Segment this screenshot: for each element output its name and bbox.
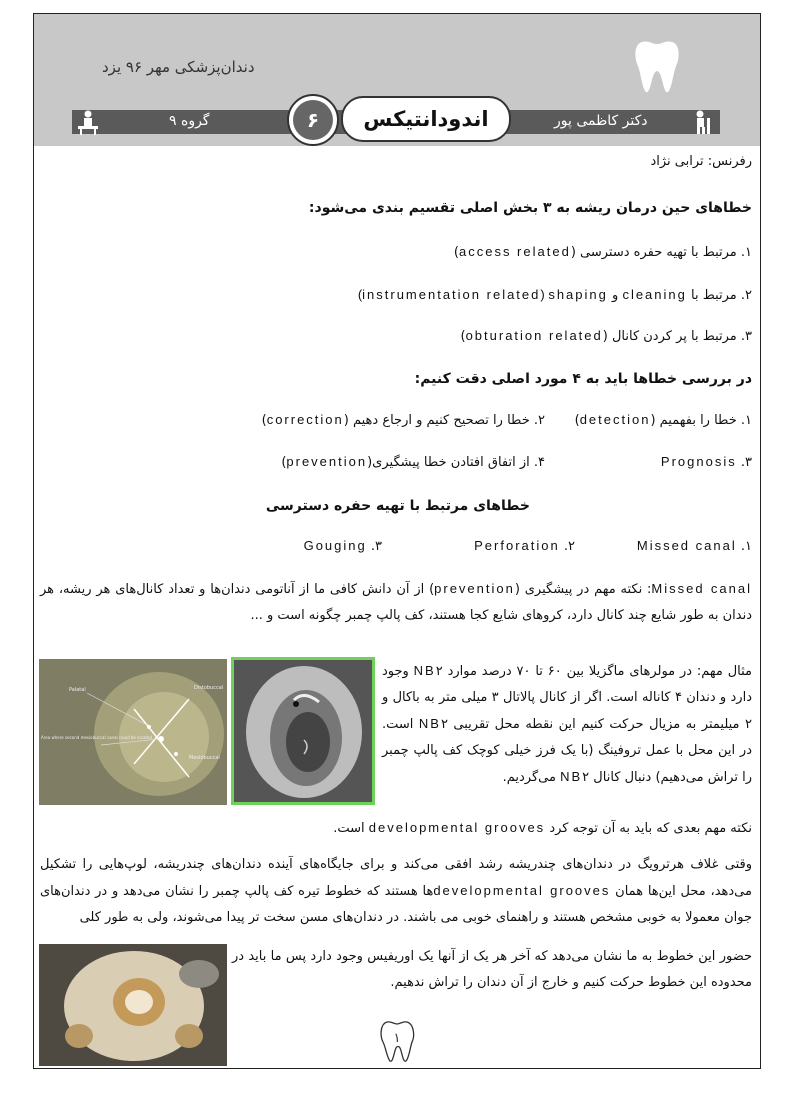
reference-line: رفرنس: ترابی نژاد: [650, 154, 752, 169]
list-item-prognosis: ۳. Prognosis: [660, 454, 752, 470]
tooth-logo-icon: [632, 36, 682, 96]
paragraph-orifice: حضور این خطوط به ما نشان می‌دهد که آخر هر یک از آنها یک اوریفیس وجود دارد پس ما باید در محدوده این خطوط حرکت کنیم و خارج از آن دندان را تراش ندهیم.: [232, 949, 752, 990]
paragraph-mb2-example: مثال مهم: در مولرهای ماگزیلا بین ۶۰ تا ۷۰ درصد موارد NB۲ وجود دارد و دندان ۴ کاناله است. اگر از کانال پالاتال ۳ میلی متر به باکال و ۲ میلیمتر به مزیال حرکت کنیم این نقطه محل تقریبی NB۲ است. در این محل با عمل تروفینگ (با یک فرز خیلی کوچک کف پالپ چمبر را تراش می‌دهیم) دنبال کانال NB۲ می‌گردیم.: [382, 663, 753, 785]
session-number-badge: [287, 94, 339, 146]
page-number: ۱: [393, 1031, 401, 1046]
error-missed-canal: ۱. Missed canal: [636, 538, 752, 554]
heading-four-points: در بررسی خطاها باید به ۴ مورد اصلی دقت کنیم:: [414, 371, 752, 387]
label-distobuccal: Distobuccal: [194, 685, 224, 691]
page-frame: [33, 13, 761, 1069]
list-item-instrumentation: ۲. مرتبط با cleaning و (instrumentation related) shaping: [357, 287, 752, 303]
subject-title-box: [341, 96, 511, 142]
heading-access-errors: خطاهای مرتبط با تهیه حفره دسترسی: [265, 498, 530, 514]
pulp-floor-photo: [39, 944, 227, 1066]
paragraph-hertwig: وقتی غلاف هرترویگ در دندان‌های چندریشه رشد افقی می‌کند و برای جایگاه‌های آینده دندان‌های چندریشه، لوپ‌هایی را تشکیل می‌دهد، محل این‌ها همان developmental groovesها هستند که خطوط تیره کف پالپ چمبر را نشان می‌دهد و در دندان‌های جوان معمولا به خوبی مشخص هستند و راهنمای خوبی می باشند. در دندان‌های مسن سخت تر پیدا می‌شوند، ولی به طور کلی: [40, 857, 752, 925]
label-mesiobuccal: Mesiobuccal: [189, 755, 220, 761]
tooth-radiograph-image: [231, 657, 375, 805]
list-item-access: ۱. مرتبط با تهیه حفره دسترسی (access related): [453, 244, 752, 260]
heading-errors-categories: خطاهای حین درمان ریشه به ۳ بخش اصلی تقسیم بندی می‌شود:: [308, 200, 752, 216]
student-icon: [74, 108, 102, 136]
group-label: گروه ۹: [169, 113, 210, 129]
list-item-correction: ۲. خطا را تصحیح کنیم و ارجاع دهیم (correction): [261, 412, 545, 428]
label-mb2-area: Area where second mesiobuccal canal could be located: [41, 735, 153, 740]
subject-title: اندودانتیکس: [363, 107, 489, 131]
paragraph-missed-canal: Missed canal: نکته مهم در پیشگیری (prevention) از آن دانش کافی ما از آناتومی دندان‌ها و تعداد کانال‌های هر ریشه، هر دندان به طور شایع چند کانال دارد، کروهای شایع کجا هستند، کف پالپ چمبر چگونه است و ...: [40, 581, 752, 623]
list-item-obturation: ۳. مرتبط با پر کردن کانال (obturation related): [460, 328, 752, 344]
developmental-grooves-note: نکته مهم بعدی که باید به آن توجه کرد developmental grooves است.: [333, 820, 752, 836]
label-palatal: Palatal: [69, 687, 86, 693]
error-perforation: ۲. Perforation: [474, 538, 575, 554]
session-number: ۶: [293, 100, 333, 140]
list-item-prevention: ۴. از اتفاق افتادن خطا پیشگیری(prevention): [281, 454, 545, 470]
pulp-chamber-diagram-image: [39, 659, 227, 805]
error-gouging: ۳. Gouging: [303, 538, 382, 554]
teacher-name: دکتر کاظمی پور: [554, 113, 648, 129]
university-label: دندان‌پزشکی مهر ۹۶ یزد: [102, 58, 255, 76]
tooth-footer-icon: [379, 1018, 415, 1064]
list-item-detection: ۱. خطا را بفهمیم (detection): [574, 412, 752, 428]
lecturer-icon: [688, 108, 716, 136]
